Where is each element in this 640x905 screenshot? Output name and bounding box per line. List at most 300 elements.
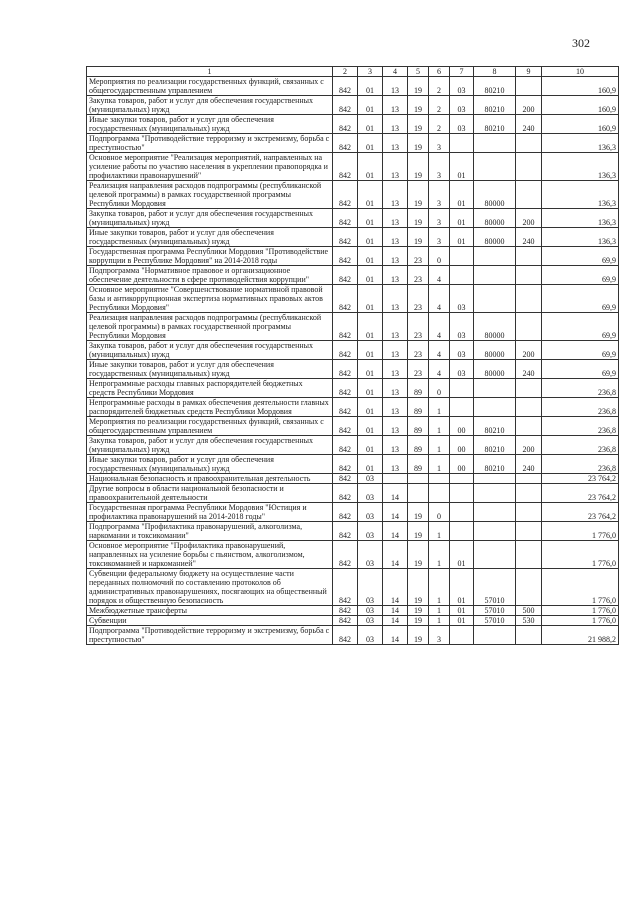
cell-c4: 13 [383, 153, 408, 181]
cell-c5: 89 [408, 417, 429, 436]
table-row [87, 96, 619, 115]
table-row [87, 379, 619, 398]
cell-c8 [474, 522, 516, 541]
row-name-cell: Основное мероприятие "Совершенствование нормативной правовой базы и антикоррупционная экспертиза нормативных правовых актов Республики Мордовия" [87, 285, 333, 313]
cell-c3: 01 [358, 266, 383, 285]
row-name-cell: Закупка товаров, работ и услуг для обеспечения государственных (муниципальных) нужд [87, 341, 333, 360]
cell-c5: 19 [408, 134, 429, 153]
row-name-cell: Государственная программа Республики Мордовия "Противодействие коррупции в Республике Мордовия" на 2014-2018 годы [87, 247, 333, 266]
cell-c4: 13 [383, 285, 408, 313]
cell-c5: 19 [408, 115, 429, 134]
cell-c2: 842 [333, 96, 358, 115]
cell-c8: 80210 [474, 115, 516, 134]
row-name-cell: Подпрограмма "Противодействие терроризму и экстремизму, борьба с преступностью" [87, 134, 333, 153]
cell-c5 [408, 474, 429, 484]
cell-c7: 03 [450, 313, 474, 341]
cell-c7: 01 [450, 228, 474, 247]
cell-c8 [474, 153, 516, 181]
cell-c5: 19 [408, 96, 429, 115]
cell-c4: 13 [383, 134, 408, 153]
table-row [87, 606, 619, 616]
amount-cell: 136,3 [542, 209, 619, 228]
cell-c5: 19 [408, 541, 429, 569]
cell-c9: 200 [516, 209, 542, 228]
cell-c3: 01 [358, 228, 383, 247]
table-row [87, 455, 619, 474]
cell-c4: 14 [383, 616, 408, 626]
cell-c3: 03 [358, 616, 383, 626]
cell-c2: 842 [333, 522, 358, 541]
cell-c9: 240 [516, 115, 542, 134]
cell-c8: 80210 [474, 436, 516, 455]
cell-c3: 01 [358, 115, 383, 134]
cell-c6: 3 [429, 134, 450, 153]
cell-c5: 19 [408, 77, 429, 96]
amount-cell: 69,9 [542, 313, 619, 341]
cell-c7 [450, 398, 474, 417]
row-name-cell: Подпрограмма "Нормативное правовое и организационное обеспечение деятельности в сфере противодействия коррупции" [87, 266, 333, 285]
table-row [87, 503, 619, 522]
cell-c2: 842 [333, 626, 358, 645]
cell-c6: 1 [429, 569, 450, 606]
cell-c8: 57010 [474, 616, 516, 626]
amount-cell: 1 776,0 [542, 569, 619, 606]
row-name-cell: Закупка товаров, работ и услуг для обеспечения государственных (муниципальных) нужд [87, 209, 333, 228]
cell-c7 [450, 626, 474, 645]
cell-c6: 4 [429, 285, 450, 313]
header-cell: 5 [408, 67, 429, 77]
cell-c3: 01 [358, 417, 383, 436]
cell-c2: 842 [333, 503, 358, 522]
cell-c7: 01 [450, 153, 474, 181]
cell-c9: 200 [516, 96, 542, 115]
table-row [87, 541, 619, 569]
cell-c6 [429, 484, 450, 503]
header-cell: 2 [333, 67, 358, 77]
cell-c5: 23 [408, 285, 429, 313]
cell-c6: 1 [429, 522, 450, 541]
cell-c7: 01 [450, 606, 474, 616]
cell-c4: 13 [383, 313, 408, 341]
cell-c8: 80000 [474, 209, 516, 228]
amount-cell: 69,9 [542, 360, 619, 379]
cell-c5: 19 [408, 569, 429, 606]
amount-cell: 69,9 [542, 266, 619, 285]
cell-c3: 01 [358, 455, 383, 474]
table-row [87, 77, 619, 96]
cell-c9 [516, 398, 542, 417]
amount-cell: 1 776,0 [542, 522, 619, 541]
row-name-cell: Основное мероприятие "Профилактика правонарушений, направленных на усиление борьбы с пьянством, алкоголизмом, токсикоманией и наркоманией" [87, 541, 333, 569]
amount-cell: 160,9 [542, 96, 619, 115]
cell-c8 [474, 484, 516, 503]
cell-c5: 23 [408, 313, 429, 341]
table-row [87, 360, 619, 379]
cell-c2: 842 [333, 484, 358, 503]
cell-c6: 3 [429, 626, 450, 645]
cell-c2: 842 [333, 474, 358, 484]
cell-c4: 14 [383, 626, 408, 645]
cell-c2: 842 [333, 115, 358, 134]
header-cell: 4 [383, 67, 408, 77]
cell-c9 [516, 134, 542, 153]
cell-c4: 13 [383, 417, 408, 436]
cell-c5: 23 [408, 247, 429, 266]
cell-c4: 13 [383, 247, 408, 266]
amount-cell: 21 988,2 [542, 626, 619, 645]
cell-c7 [450, 503, 474, 522]
cell-c9 [516, 181, 542, 209]
row-name-cell: Другие вопросы в области национальной безопасности и правоохранительной деятельности [87, 484, 333, 503]
cell-c2: 842 [333, 360, 358, 379]
table-row [87, 115, 619, 134]
cell-c3: 01 [358, 360, 383, 379]
cell-c8 [474, 503, 516, 522]
row-name-cell: Иные закупки товаров, работ и услуг для обеспечения государственных (муниципальных) нужд [87, 455, 333, 474]
cell-c5: 89 [408, 398, 429, 417]
header-cell: 6 [429, 67, 450, 77]
cell-c6: 3 [429, 209, 450, 228]
amount-cell: 236,8 [542, 398, 619, 417]
cell-c3: 01 [358, 209, 383, 228]
cell-c3: 01 [358, 398, 383, 417]
cell-c3: 01 [358, 341, 383, 360]
cell-c9 [516, 541, 542, 569]
table-row [87, 313, 619, 341]
amount-cell: 136,3 [542, 181, 619, 209]
cell-c8: 80210 [474, 77, 516, 96]
cell-c2: 842 [333, 569, 358, 606]
row-name-cell: Основное мероприятие "Реализация мероприятий, направленных на усиление работы по участию населения в укреплении правопорядка и профилактики правонарушений" [87, 153, 333, 181]
header-cell: 10 [542, 67, 619, 77]
cell-c4: 13 [383, 436, 408, 455]
budget-table [86, 66, 619, 645]
cell-c8 [474, 247, 516, 266]
cell-c4: 13 [383, 209, 408, 228]
cell-c3: 01 [358, 181, 383, 209]
cell-c6: 1 [429, 616, 450, 626]
cell-c3: 03 [358, 569, 383, 606]
cell-c3: 03 [358, 626, 383, 645]
table-row [87, 209, 619, 228]
cell-c2: 842 [333, 606, 358, 616]
cell-c7 [450, 379, 474, 398]
cell-c7 [450, 134, 474, 153]
cell-c9 [516, 285, 542, 313]
cell-c7 [450, 247, 474, 266]
cell-c8 [474, 379, 516, 398]
cell-c4: 13 [383, 96, 408, 115]
cell-c4: 13 [383, 228, 408, 247]
cell-c4: 13 [383, 77, 408, 96]
row-name-cell: Иные закупки товаров, работ и услуг для обеспечения государственных (муниципальных) нужд [87, 115, 333, 134]
table-row [87, 181, 619, 209]
cell-c7: 01 [450, 181, 474, 209]
amount-cell: 136,3 [542, 228, 619, 247]
cell-c9 [516, 522, 542, 541]
cell-c9 [516, 503, 542, 522]
amount-cell: 23 764,2 [542, 503, 619, 522]
cell-c7: 00 [450, 455, 474, 474]
cell-c5: 23 [408, 341, 429, 360]
cell-c7: 00 [450, 417, 474, 436]
cell-c6: 4 [429, 313, 450, 341]
cell-c8 [474, 398, 516, 417]
table-row [87, 228, 619, 247]
cell-c4 [383, 474, 408, 484]
cell-c5: 89 [408, 379, 429, 398]
cell-c6: 0 [429, 247, 450, 266]
cell-c2: 842 [333, 417, 358, 436]
amount-cell: 23 764,2 [542, 484, 619, 503]
cell-c8: 80210 [474, 417, 516, 436]
cell-c8: 80210 [474, 96, 516, 115]
cell-c5: 23 [408, 360, 429, 379]
header-cell: 3 [358, 67, 383, 77]
header-cell: 9 [516, 67, 542, 77]
cell-c9 [516, 626, 542, 645]
cell-c5: 19 [408, 181, 429, 209]
cell-c6 [429, 474, 450, 484]
row-name-cell: Непрограммные расходы главных распорядителей бюджетных средств Республики Мордовия [87, 379, 333, 398]
table-row [87, 153, 619, 181]
row-name-cell: Закупка товаров, работ и услуг для обеспечения государственных (муниципальных) нужд [87, 96, 333, 115]
header-cell: 8 [474, 67, 516, 77]
cell-c7: 03 [450, 96, 474, 115]
cell-c4: 14 [383, 522, 408, 541]
cell-c4: 14 [383, 541, 408, 569]
cell-c6: 1 [429, 455, 450, 474]
cell-c3: 01 [358, 379, 383, 398]
amount-cell: 136,3 [542, 153, 619, 181]
table-row [87, 436, 619, 455]
cell-c7: 03 [450, 360, 474, 379]
table-row [87, 134, 619, 153]
cell-c5: 19 [408, 616, 429, 626]
cell-c6: 2 [429, 77, 450, 96]
table-row [87, 341, 619, 360]
cell-c2: 842 [333, 313, 358, 341]
cell-c6: 2 [429, 115, 450, 134]
cell-c8: 80000 [474, 228, 516, 247]
page-number: 302 [572, 36, 590, 50]
cell-c3: 01 [358, 247, 383, 266]
header-cell: 1 [87, 67, 333, 77]
cell-c7: 01 [450, 209, 474, 228]
cell-c4: 14 [383, 503, 408, 522]
cell-c9 [516, 266, 542, 285]
row-name-cell: Субвенции федеральному бюджету на осуществление части переданных полномочий по составлению протоколов об административных правонарушениях, посягающих на общественный порядок и общественную безопасность [87, 569, 333, 606]
cell-c5: 19 [408, 153, 429, 181]
cell-c4: 13 [383, 398, 408, 417]
cell-c5: 19 [408, 503, 429, 522]
amount-cell: 236,8 [542, 436, 619, 455]
cell-c7: 01 [450, 569, 474, 606]
cell-c3: 01 [358, 134, 383, 153]
table-row [87, 616, 619, 626]
cell-c6: 1 [429, 398, 450, 417]
cell-c6: 3 [429, 228, 450, 247]
cell-c5: 89 [408, 436, 429, 455]
row-name-cell: Реализация направления расходов подпрограммы (республиканской целевой программы) в рамках государственной программы Республики Мордовия [87, 313, 333, 341]
cell-c8 [474, 626, 516, 645]
cell-c2: 842 [333, 209, 358, 228]
cell-c2: 842 [333, 436, 358, 455]
cell-c6: 3 [429, 153, 450, 181]
cell-c3: 01 [358, 153, 383, 181]
cell-c3: 01 [358, 77, 383, 96]
cell-c8 [474, 134, 516, 153]
cell-c8: 80000 [474, 341, 516, 360]
cell-c7 [450, 522, 474, 541]
cell-c9 [516, 77, 542, 96]
table-row [87, 266, 619, 285]
cell-c3: 01 [358, 313, 383, 341]
cell-c4: 14 [383, 569, 408, 606]
row-name-cell: Государственная программа Республики Мордовия "Юстиция и профилактика правонарушений на 2014-2018 годы" [87, 503, 333, 522]
amount-cell: 69,9 [542, 247, 619, 266]
table-row [87, 522, 619, 541]
row-name-cell: Реализация направления расходов подпрограммы (республиканской целевой программы) в рамках государственной программы Республики Мордовия [87, 181, 333, 209]
cell-c7: 01 [450, 541, 474, 569]
cell-c7: 01 [450, 616, 474, 626]
row-name-cell: Непрограммные расходы в рамках обеспечения деятельности главных распорядителей бюджетных средств Республики Мордовия [87, 398, 333, 417]
cell-c6: 4 [429, 266, 450, 285]
table-row [87, 569, 619, 606]
cell-c3: 01 [358, 96, 383, 115]
cell-c6: 1 [429, 606, 450, 616]
cell-c2: 842 [333, 247, 358, 266]
row-name-cell: Иные закупки товаров, работ и услуг для обеспечения государственных (муниципальных) нужд [87, 228, 333, 247]
table-body [87, 77, 619, 645]
cell-c3: 03 [358, 503, 383, 522]
cell-c3: 03 [358, 541, 383, 569]
row-name-cell: Подпрограмма "Противодействие терроризму и экстремизму, борьба с преступностью" [87, 626, 333, 645]
cell-c2: 842 [333, 134, 358, 153]
cell-c9: 530 [516, 616, 542, 626]
table-row [87, 285, 619, 313]
cell-c9 [516, 379, 542, 398]
cell-c2: 842 [333, 541, 358, 569]
cell-c2: 842 [333, 181, 358, 209]
row-name-cell: Мероприятия по реализации государственных функций, связанных с общегосударственным управлением [87, 77, 333, 96]
cell-c9: 240 [516, 360, 542, 379]
cell-c9: 200 [516, 341, 542, 360]
cell-c5 [408, 484, 429, 503]
cell-c4: 14 [383, 606, 408, 616]
cell-c4: 13 [383, 341, 408, 360]
header-cell: 7 [450, 67, 474, 77]
row-name-cell: Субвенции [87, 616, 333, 626]
cell-c9 [516, 484, 542, 503]
cell-c8: 80000 [474, 313, 516, 341]
cell-c9: 240 [516, 455, 542, 474]
amount-cell: 69,9 [542, 285, 619, 313]
cell-c6: 0 [429, 379, 450, 398]
cell-c5: 19 [408, 209, 429, 228]
cell-c5: 89 [408, 455, 429, 474]
cell-c9: 240 [516, 228, 542, 247]
cell-c2: 842 [333, 341, 358, 360]
cell-c3: 03 [358, 606, 383, 616]
cell-c2: 842 [333, 616, 358, 626]
cell-c8: 57010 [474, 569, 516, 606]
cell-c2: 842 [333, 153, 358, 181]
table-row [87, 626, 619, 645]
amount-cell: 1 776,0 [542, 606, 619, 616]
cell-c4: 13 [383, 360, 408, 379]
amount-cell: 236,8 [542, 455, 619, 474]
row-name-cell: Национальная безопасность и правоохранительная деятельность [87, 474, 333, 484]
cell-c6: 3 [429, 181, 450, 209]
table-row [87, 247, 619, 266]
cell-c7: 03 [450, 115, 474, 134]
cell-c8: 80000 [474, 360, 516, 379]
cell-c3: 03 [358, 522, 383, 541]
cell-c9 [516, 247, 542, 266]
cell-c8 [474, 541, 516, 569]
row-name-cell: Мероприятия по реализации государственных функций, связанных с общегосударственным управлением [87, 417, 333, 436]
cell-c4: 13 [383, 455, 408, 474]
cell-c8 [474, 285, 516, 313]
cell-c5: 23 [408, 266, 429, 285]
cell-c2: 842 [333, 455, 358, 474]
cell-c3: 03 [358, 474, 383, 484]
cell-c9 [516, 417, 542, 436]
cell-c3: 01 [358, 285, 383, 313]
cell-c6: 1 [429, 541, 450, 569]
amount-cell: 236,8 [542, 379, 619, 398]
cell-c2: 842 [333, 398, 358, 417]
cell-c4: 13 [383, 379, 408, 398]
amount-cell: 136,3 [542, 134, 619, 153]
cell-c2: 842 [333, 266, 358, 285]
cell-c6: 1 [429, 436, 450, 455]
cell-c7: 03 [450, 77, 474, 96]
cell-c4: 14 [383, 484, 408, 503]
cell-c8: 80000 [474, 181, 516, 209]
cell-c8: 80210 [474, 455, 516, 474]
cell-c5: 19 [408, 522, 429, 541]
cell-c5: 19 [408, 228, 429, 247]
cell-c6: 1 [429, 417, 450, 436]
cell-c9: 200 [516, 436, 542, 455]
cell-c2: 842 [333, 228, 358, 247]
cell-c4: 13 [383, 181, 408, 209]
amount-cell: 1 776,0 [542, 541, 619, 569]
cell-c9 [516, 569, 542, 606]
cell-c2: 842 [333, 77, 358, 96]
table-row [87, 398, 619, 417]
cell-c3: 03 [358, 484, 383, 503]
amount-cell: 23 764,2 [542, 474, 619, 484]
table-row [87, 484, 619, 503]
amount-cell: 236,8 [542, 417, 619, 436]
table-row [87, 417, 619, 436]
cell-c3: 01 [358, 436, 383, 455]
cell-c8 [474, 474, 516, 484]
row-name-cell: Иные закупки товаров, работ и услуг для обеспечения государственных (муниципальных) нужд [87, 360, 333, 379]
row-name-cell: Подпрограмма "Профилактика правонарушений, алкоголизма, наркомании и токсикомании" [87, 522, 333, 541]
cell-c8: 57010 [474, 606, 516, 616]
cell-c9 [516, 474, 542, 484]
cell-c7 [450, 474, 474, 484]
cell-c9 [516, 153, 542, 181]
cell-c7: 03 [450, 285, 474, 313]
cell-c4: 13 [383, 266, 408, 285]
cell-c9: 500 [516, 606, 542, 616]
amount-cell: 1 776,0 [542, 616, 619, 626]
